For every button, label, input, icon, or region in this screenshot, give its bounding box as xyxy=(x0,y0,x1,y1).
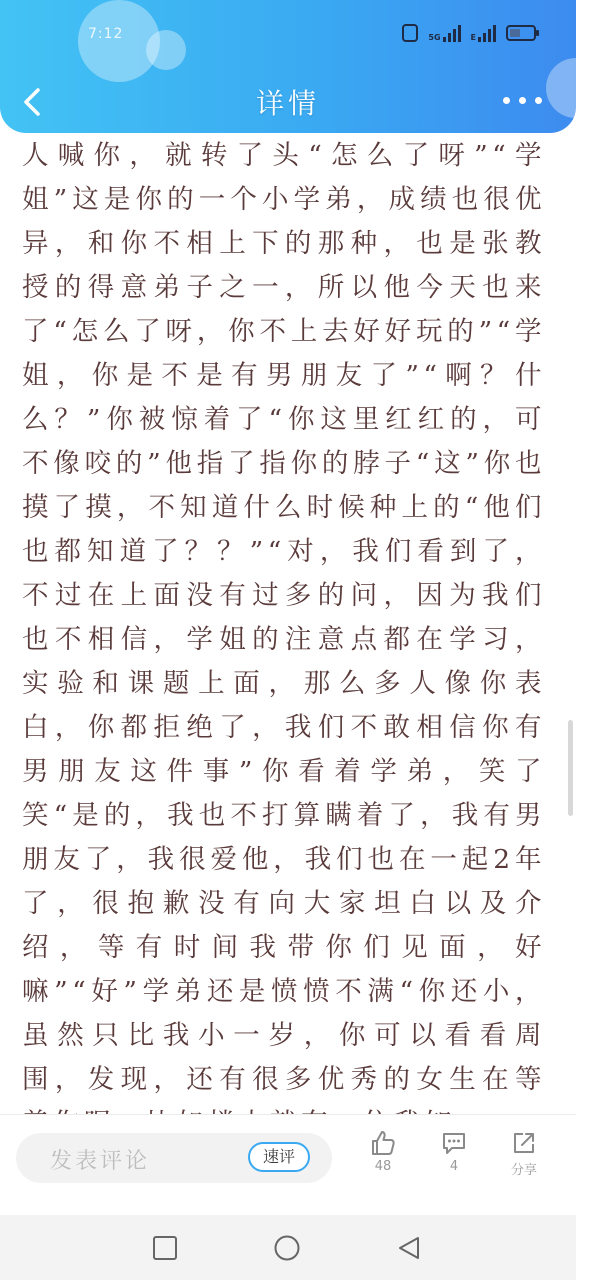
article-text: 人喊你，就转了头“怎么了呀”“学姐”这是你的一个小学弟，成绩也很优异，和你不相上下的那种，也是张教授的得意弟子之一，所以他今天也来了“怎么了呀，你不上去好好玩的”“学姐，你是不是有男朋友了”“啊？什么？”你被惊着了“你这里红红的，可不像咬的”他指了指你的脖子“这”你也摸了摸，不知道什么时候种上的“他们也都知道了？？”“对，我们看到了，不过在上面没有过多的问，因为我们也不相信，学姐的注意点都在学习，实验和课题上面，那么多人像你表白，你都拒绝了，我们不敢相信你有男朋友这件事”你看着学弟，笑了笑“是的，我也不打算瞒着了，我有男朋友了，我很爱他，我们也在一起2年了，很抱歉没有向大家坦白以及介绍，等有时间我带你们见面，好嘛”“好”学弟还是愤愤不满“你还小，虽然只比我小一岁，你可以看看周围，发现，还有很多优秀的女生在等 xyxy=(22,140,546,1095)
share-icon xyxy=(510,1129,538,1157)
nav-back-icon[interactable] xyxy=(396,1235,422,1261)
share-label: 分享 xyxy=(510,1163,537,1178)
app-header xyxy=(0,0,576,133)
system-nav-bar xyxy=(0,1215,576,1280)
comment-bar xyxy=(0,1115,576,1215)
decor-bubble-small xyxy=(146,30,186,70)
quick-comment-button[interactable]: 速评 xyxy=(248,1142,310,1172)
battery-icon xyxy=(506,25,536,41)
network-type: 5G xyxy=(428,33,441,42)
comment-input[interactable] xyxy=(16,1133,332,1183)
like-button[interactable] xyxy=(358,1129,408,1174)
signal-icon-1 xyxy=(428,24,460,42)
like-count: 48 xyxy=(374,1159,392,1174)
scrollbar[interactable] xyxy=(568,720,573,816)
more-dots-icon[interactable] xyxy=(503,97,542,104)
nfc-icon xyxy=(402,24,418,42)
status-time: 7:12 xyxy=(88,26,124,42)
nav-recent-icon[interactable] xyxy=(152,1235,178,1261)
status-icons xyxy=(402,24,536,42)
comment-placeholder: 发表评论 xyxy=(50,1149,151,1174)
comment-count: 4 xyxy=(449,1159,459,1174)
thumbs-up-icon xyxy=(369,1129,397,1157)
share-button[interactable] xyxy=(499,1129,549,1178)
nav-home-icon[interactable] xyxy=(273,1235,301,1263)
signal-icon-2: E xyxy=(471,24,496,42)
article-content xyxy=(22,134,546,1112)
comment-bubble-icon xyxy=(440,1129,468,1157)
page-title: 详情 xyxy=(255,87,320,120)
comment-button[interactable] xyxy=(429,1129,479,1174)
